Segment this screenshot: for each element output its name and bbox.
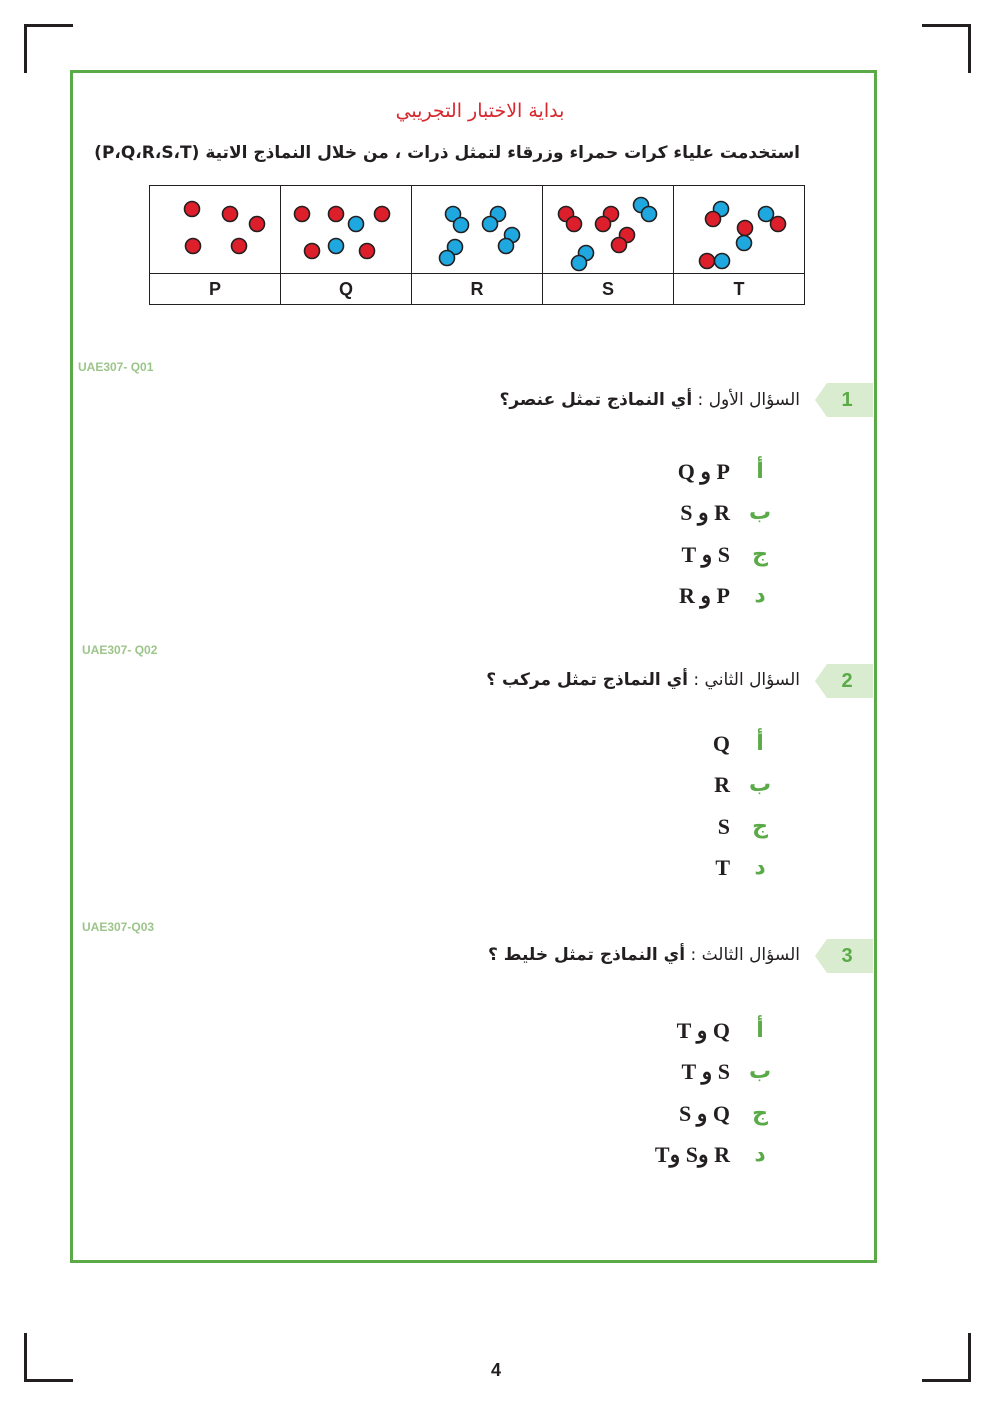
model-cell-q [281,186,412,274]
question-code: UAE307-Q03 [82,920,155,934]
question-number: 3 [841,945,853,967]
blue-atom [440,251,455,266]
question-code: UAE307- Q02 [82,643,158,657]
blue-atom [329,239,344,254]
option-text: P و Q [677,459,730,484]
blue-atom [454,218,469,233]
option-c[interactable] [638,539,778,571]
option-c[interactable] [638,811,778,843]
question-lead: السؤال الثالث : [685,945,800,965]
option-letter: ج [752,542,768,567]
model-cell-r [412,186,543,274]
red-atom [771,217,786,232]
intro-text: استخدمت علياء كرات حمراء وزرقاء لتمثل ذرات ، من خلال النماذج الاتية (P،Q،R،S،T) [94,143,800,163]
red-atom [706,212,721,227]
red-atom [567,217,582,232]
model-label-t: T [674,274,805,305]
question-ask: أي النماذج تمثل مركب ؟ [486,670,689,690]
page-number: 4 [490,1360,501,1380]
option-a[interactable] [638,728,778,760]
models-table [149,185,805,305]
option-text: T [715,855,730,880]
model-cell-t [674,186,805,274]
model-p-diagram [150,186,280,273]
red-atom [232,239,247,254]
option-c[interactable] [618,1098,778,1130]
blue-atom [715,254,730,269]
crop-mark-top-left [24,24,73,73]
question-ask: أي النماذج تمثل عنصر؟ [499,390,693,410]
model-s-diagram [543,186,673,273]
model-label-r: R [412,274,543,305]
question-lead: السؤال الأول : [692,390,800,410]
red-atom [700,254,715,269]
model-label-q: Q [281,274,412,305]
option-text: S و T [681,542,730,567]
option-letter: ب [748,1059,772,1084]
blue-atom [642,207,657,222]
option-letter: د [754,583,766,608]
blue-atom [483,217,498,232]
option-letter: ب [748,772,772,797]
option-letter: د [754,1142,766,1167]
blue-atom [349,217,364,232]
option-text: P و R [679,583,730,608]
red-atom [223,207,238,222]
option-d[interactable] [638,852,778,884]
option-text: R و S [680,500,730,525]
blue-atom [737,236,752,251]
option-text: R [714,772,730,797]
option-letter: ج [752,814,768,839]
question-number: 1 [841,389,853,411]
red-atom [375,207,390,222]
red-atom [612,238,627,253]
model-cell-s [543,186,674,274]
question-number-badge [815,664,873,698]
question-text [488,945,800,965]
option-d[interactable] [618,1139,778,1171]
red-atom [596,217,611,232]
option-b[interactable] [638,769,778,801]
question-number: 2 [841,670,853,692]
question-number-badge [815,939,873,973]
model-cell-p [150,186,281,274]
question-code: UAE307- Q01 [78,360,154,374]
red-atom [360,244,375,259]
question-ask: أي النماذج تمثل خليط ؟ [487,945,686,965]
model-r-diagram [412,186,542,273]
option-letter: ب [748,500,772,525]
option-a[interactable] [638,456,778,488]
option-text: R وS وT [654,1142,730,1167]
option-letter: أ [756,1018,764,1043]
page-title: بداية الاختبار التجريبي [395,100,565,122]
blue-atom [499,239,514,254]
option-letter: أ [756,459,764,484]
crop-mark-top-right [922,24,971,73]
option-b[interactable] [638,497,778,529]
red-atom [186,239,201,254]
option-text: Q [712,731,730,756]
question-text [486,670,800,690]
option-letter: أ [756,731,764,756]
option-letter: ج [752,1101,768,1126]
red-atom [305,244,320,259]
model-q-diagram [281,186,411,273]
option-text: Q و S [679,1101,730,1126]
option-d[interactable] [638,580,778,612]
red-atom [295,207,310,222]
question-number-badge [815,383,873,417]
option-text: Q و T [676,1018,730,1043]
red-atom [185,202,200,217]
blue-atom [572,256,587,271]
option-text: S و T [681,1059,730,1084]
option-b[interactable] [618,1056,778,1088]
red-atom [738,221,753,236]
question-lead: السؤال الثاني : [688,670,800,690]
model-t-diagram [674,186,804,273]
option-a[interactable] [618,1015,778,1047]
model-label-p: P [150,274,281,305]
model-label-s: S [543,274,674,305]
question-text [499,390,800,410]
option-text: S [717,814,730,839]
option-letter: د [754,855,766,880]
red-atom [250,217,265,232]
red-atom [329,207,344,222]
